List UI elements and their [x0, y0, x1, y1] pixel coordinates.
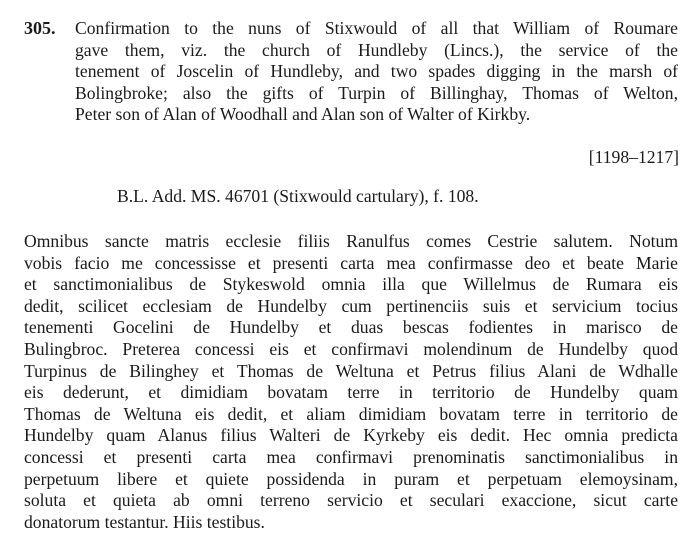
charter-line: Turpinus de Bilinghey et Thomas de Weltuna et Petrus filius Alani de Wdhalle — [24, 360, 678, 381]
summary-line: gave them, viz. the church of Hundleby (Lincs.), the service of the — [75, 39, 678, 60]
summary-line: Confirmation to the nuns of Stixwould of all that William of Roumare — [75, 18, 678, 38]
charter-line: donatorum testantur. Hiis testibus. — [24, 511, 265, 532]
charter-line: tenementi Gocelini de Hundelby et duas bescas fodientes in marisco de — [24, 317, 678, 338]
entry-summary — [75, 18, 678, 126]
charter-line: Thomas de Weltuna eis dedit, et aliam dimidiam bovatam terre in territorio de — [24, 403, 678, 424]
summary-line: Bolingbroke; also the gifts of Turpin of Billinghay, Thomas of Welton, — [75, 82, 678, 103]
charter-line: vobis facio me concessisse et presenti carta mea confirmasse deo et beate Marie — [24, 252, 678, 273]
charter-line: dedit, scilicet ecclesiam de Hundelby cum pertinenciis suis et servicium tocius — [24, 295, 678, 316]
charter-line: Hundelby quam Alanus filius Walteri de Kyrkeby eis dedit. Hec omnia predicta — [24, 425, 678, 446]
charter-line: Bulingbroc. Preterea concessi eis et confirmavi molendinum de Hundelby quod — [24, 338, 678, 359]
entry-number: 305. — [24, 18, 56, 38]
charter-line: soluta et quieta ab omni terreno servicio et seculari exaccione, sicut carte — [24, 490, 678, 511]
summary-line: Peter son of Alan of Woodhall and Alan son of Walter of Kirkby. — [75, 104, 531, 125]
charter-line: concessi et presenti carta mea confirmavi prenominatis sanctimonialibus in — [24, 446, 678, 467]
entry-date: [1198–1217] — [588, 147, 679, 167]
charter-line: Omnibus sancte matris ecclesie filiis Ranulfus comes Cestrie salutem. Notum — [24, 231, 678, 251]
charter-line: et sanctimonialibus de Stykeswold omnia illa que Willelmus de Rumara eis — [24, 274, 678, 295]
summary-line: tenement of Joscelin of Hundleby, and two spades digging in the marsh of — [75, 61, 678, 82]
charter-line: perpetuum libere et quiete possidenda in puram et perpetuam elemoysinam, — [24, 468, 678, 489]
charter-text — [24, 231, 678, 533]
charter-line: eis dederunt, et dimidiam bovatam terre in territorio de Hundelby quam — [24, 382, 678, 403]
manuscript-source: B.L. Add. MS. 46701 (Stixwould cartulary), f. 108. — [117, 186, 479, 206]
